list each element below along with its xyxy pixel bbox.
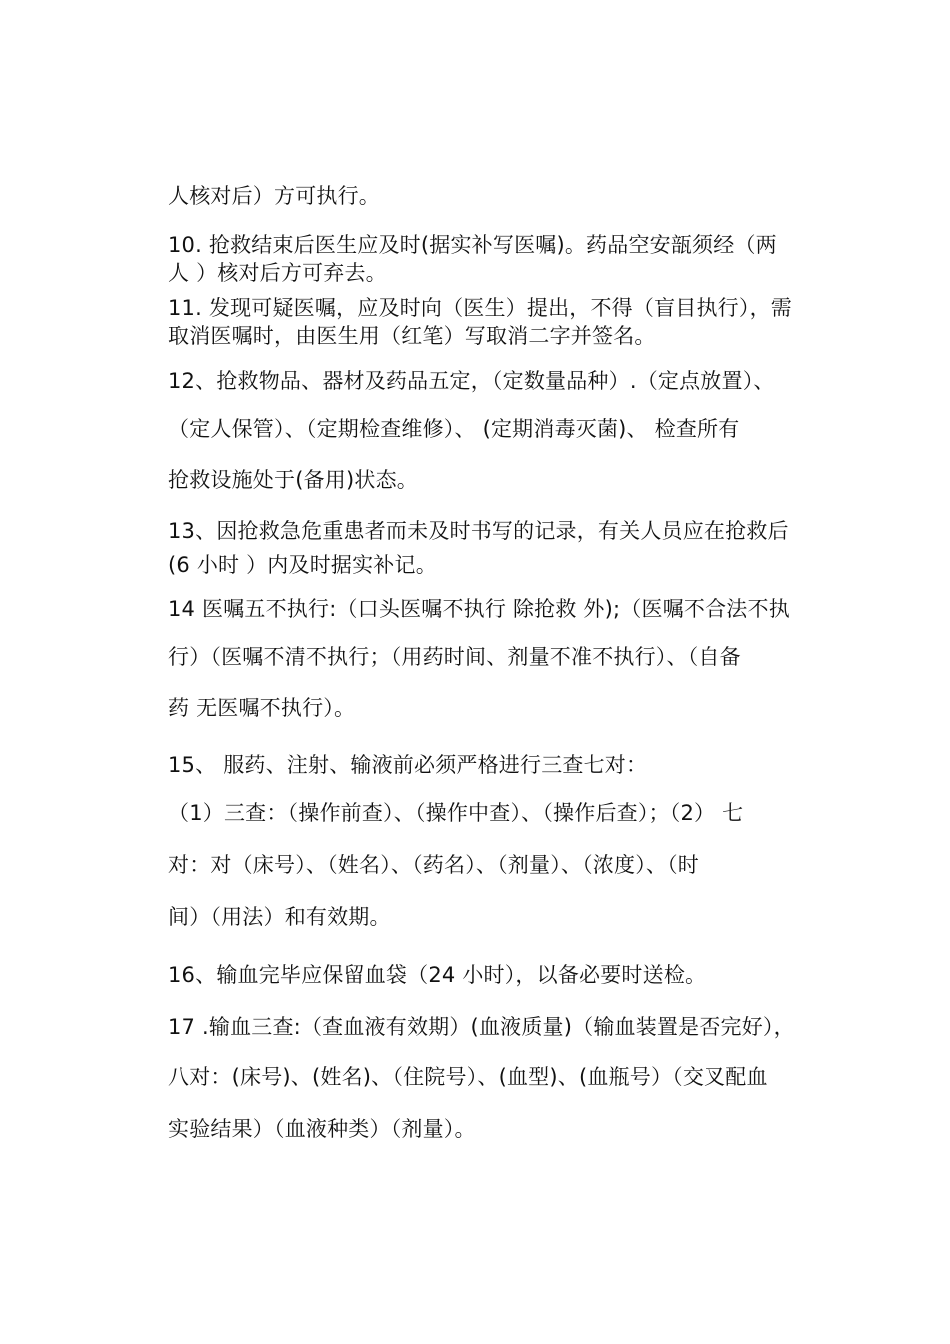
text-line: 药 无医嘱不执行）。 xyxy=(168,696,356,720)
text-line: 15、 服药、注射、输液前必须严格进行三查七对： xyxy=(168,753,648,777)
text-line: 八对：(床号)、(姓名)、（住院号）、(血型)、(血瓶号）（交叉配血 xyxy=(168,1065,768,1089)
text-line: 对：对（床号）、（姓名）、（药名）、（剂量）、（浓度）、（时 xyxy=(168,853,699,877)
text-line: 间）（用法）和有效期。 xyxy=(168,905,391,929)
text-line: 12、抢救物品、器材及药品五定，（定数量品种）.（定点放置）、 xyxy=(168,369,775,393)
text-line: 人核对后）方可执行。 xyxy=(168,184,380,208)
text-line: 13、因抢救急危重患者而未及时书写的记录，有关人员应在抢救后 xyxy=(168,519,789,543)
text-line: 取消医嘱时，由医生用（红笔）写取消二字并签名。 xyxy=(168,324,656,348)
text-line: 16、输血完毕应保留血袋（24 小时），以备必要时送检。 xyxy=(168,963,707,987)
text-line: 17 .输血三查:（查血液有效期）(血液质量)（输血装置是否完好）， xyxy=(168,1015,795,1039)
text-line: 实验结果）（血液种类）（剂量）。 xyxy=(168,1117,476,1141)
text-line: (6 小时 ）内及时据实补记。 xyxy=(168,553,437,577)
text-line: 11. 发现可疑医嘱，应及时向（医生）提出，不得（盲目执行），需 xyxy=(168,296,792,320)
text-line: 行）（医嘱不清不执行；（用药时间、剂量不准不执行）、（自备 xyxy=(168,645,741,669)
text-line: 人 ）核对后方可弃去。 xyxy=(168,261,387,285)
text-line: 14 医嘱五不执行:（口头医嘱不执行 除抢救 外);（医嘱不合法不执 xyxy=(168,597,790,621)
text-line: 10. 抢救结束后医生应及时(据实补写医嘱)。药品空安瓿须经（两 xyxy=(168,233,777,257)
text-line: （定人保管）、（定期检查维修）、 (定期消毒灭菌)、 检查所有 xyxy=(168,417,740,441)
text-line: （1）三查：（操作前查）、（操作中查）、（操作后查）；（2） 七 xyxy=(168,801,744,825)
text-line: 抢救设施处于(备用)状态。 xyxy=(168,468,418,492)
